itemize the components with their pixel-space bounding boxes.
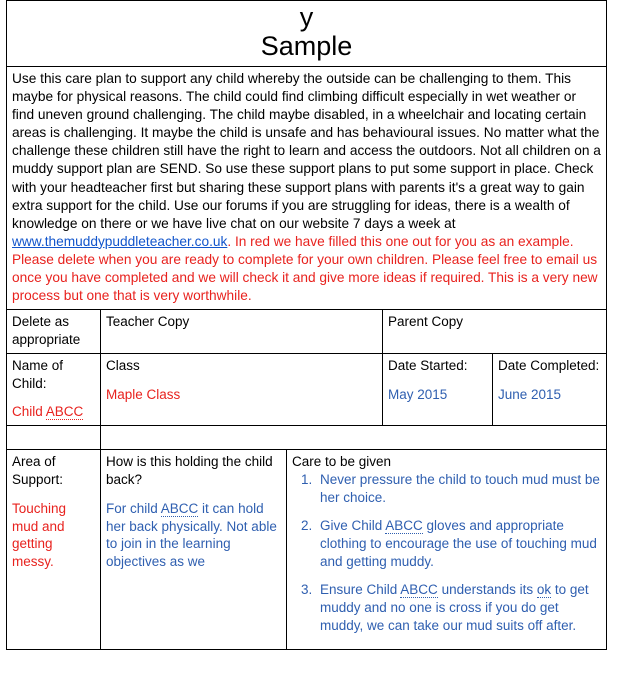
holding-back-label: How is this holding the child back? bbox=[106, 454, 273, 487]
class-value: Maple Class bbox=[106, 386, 181, 402]
intro-row bbox=[7, 67, 607, 310]
care-to-be-given-label: Care to be given bbox=[292, 454, 392, 470]
document-title bbox=[7, 1, 607, 67]
child-details-row bbox=[7, 353, 607, 425]
copy-row bbox=[7, 310, 607, 354]
class-label: Class bbox=[106, 357, 140, 373]
date-completed-label: Date Completed: bbox=[498, 357, 600, 373]
spacer-cell-left bbox=[7, 426, 101, 450]
intro-text-part-2: . In red we have filled this one out for you as an example. Please delete when you are ready to complete for your own children. Please feel free to email us once you have completed and we will check it and give more ideas if required. This is a very new process but one that is very worthwhile. bbox=[12, 233, 598, 303]
area-of-support-label: Area of Support: bbox=[12, 454, 64, 487]
name-of-child-label: Name of Child: bbox=[12, 357, 64, 391]
intro-text-part-1: Use this care plan to support any child whereby the outside can be challenging to them. This maybe for physical reasons. The child could find climbing difficult especially in wet weather or find uneven ground challenging. The child maybe disabled, in a wheelchair and locating certain areas is challenging. It maybe the child is unsafe and has behavioural issues. No matter what the challenge these children still have the right to learn and access the outdoors. Not all children on a muddy support plan are SEND. So use these support plans to put some support in place. Check with your headteacher first but sharing these support plans with parents it's a great way to gain extra support for the child. Use our forums if you are struggling for ideas, there is a wealth of knowledge on there or we have live chat on our website 7 days a week at bbox=[12, 71, 601, 231]
teacher-copy-label: Teacher Copy bbox=[101, 310, 383, 354]
spacer-cell-right bbox=[101, 426, 607, 450]
care-to-be-given-cell bbox=[287, 450, 607, 650]
delete-as-appropriate-label: Delete as appropriate bbox=[7, 310, 101, 354]
title-line-2: Sample bbox=[260, 31, 353, 61]
care-item: 1. Never pressure the child to touch mud must be her choice. bbox=[316, 471, 601, 508]
intro-paragraph bbox=[7, 67, 607, 310]
support-row bbox=[7, 450, 607, 650]
title-row bbox=[7, 1, 607, 67]
date-started-cell bbox=[383, 353, 493, 425]
date-completed-value: June 2015 bbox=[498, 386, 562, 402]
date-started-label: Date Started: bbox=[388, 357, 468, 373]
website-link[interactable]: www.themuddypuddleteacher.co.uk bbox=[12, 233, 228, 249]
title-line-1: y bbox=[299, 2, 314, 32]
area-of-support-cell bbox=[7, 450, 101, 650]
date-started-value: May 2015 bbox=[388, 386, 448, 402]
holding-back-cell bbox=[101, 450, 287, 650]
spacer-row bbox=[7, 426, 607, 450]
area-of-support-value: Touching mud and getting messy. bbox=[12, 500, 67, 570]
date-completed-cell bbox=[493, 353, 607, 425]
holding-back-value: For child ABCC it can hold her back physically. Not able to join in the learning objectives as we bbox=[106, 500, 277, 570]
class-cell bbox=[101, 353, 383, 425]
name-of-child-cell bbox=[7, 353, 101, 425]
care-item: 3. Ensure Child ABCC understands its ok to get muddy and no one is cross if you do get muddy, we can take our mud suits off after. bbox=[316, 581, 601, 636]
care-items-list bbox=[292, 471, 601, 636]
care-item: 2. Give Child ABCC gloves and appropriate clothing to encourage the use of touching mud and getting muddy. bbox=[316, 517, 601, 572]
name-of-child-value: Child ABCC bbox=[12, 404, 84, 420]
care-plan-table bbox=[6, 0, 607, 650]
parent-copy-label: Parent Copy bbox=[383, 310, 607, 354]
